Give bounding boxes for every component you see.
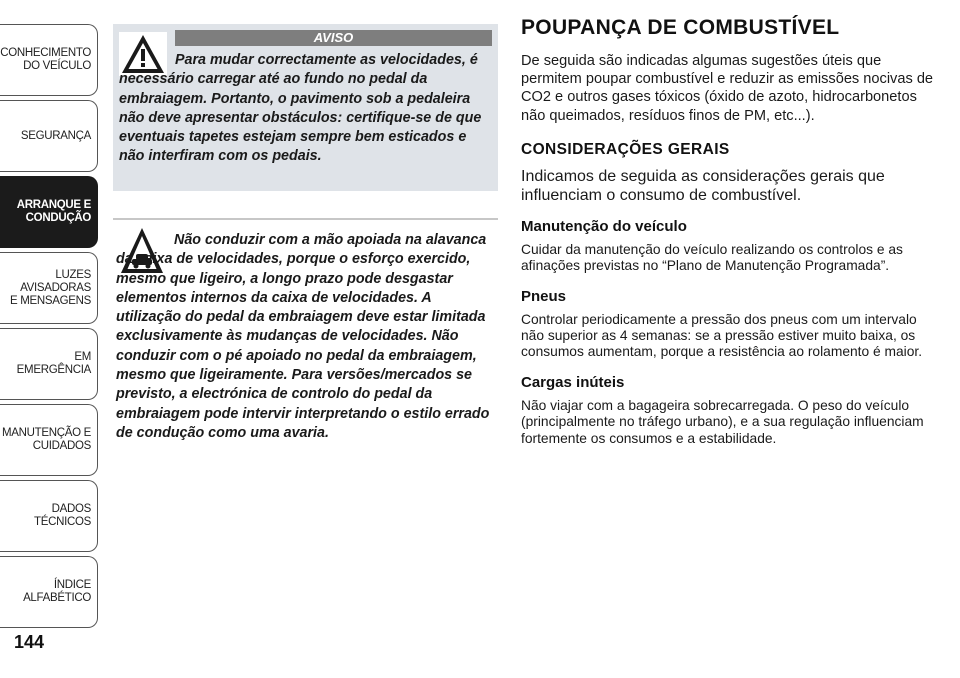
tab-indice-alfabetico[interactable] xyxy=(0,556,98,628)
page-number: 144 xyxy=(14,632,45,652)
subsection-text: Controlar periodicamente a pressão dos pneus com um intervalo não superior as 4 semanas: se a pressão estiver muito baixa, os consumos aumentam, porque a resistência ao rolamento é maior. xyxy=(521,311,923,360)
tab-label: DADOS TÉCNICOS xyxy=(33,503,91,528)
tab-label: LUZES AVISADORAS E MENSAGENS xyxy=(9,268,91,307)
tab-luzes-avisadoras[interactable] xyxy=(0,252,98,324)
caution-text xyxy=(116,231,500,443)
subsection-title: Pneus xyxy=(521,287,567,305)
article-intro: De seguida são indicadas algumas sugestões úteis que permitem poupar combustível e reduzir as emissões nocivas de CO2 e outros gases tóxicos (óxido de azoto, hidrocarbonetos não queimados, resíduos finos de PM, etc...). xyxy=(521,53,934,124)
tab-label: MANUTENÇÃO E CUIDADOS xyxy=(1,427,91,452)
section-title: CONSIDERAÇÕES GERAIS xyxy=(521,140,730,158)
warning-text-content: Para mudar correctamente as velocidades, é necessário carregar até ao fundo no pedal da embraiagem. Portanto, o pavimento sob a pedaleira não deve apresentar obstáculos: certifique-se de que eventuais tapetes estejam sempre bem esticados e não interfiram com os pedais. xyxy=(119,52,482,165)
tab-label: EM EMERGÊNCIA xyxy=(16,351,91,376)
tab-label: ARRANQUE E CONDUÇÃO xyxy=(16,199,91,224)
warning-heading: AVISO xyxy=(175,30,492,46)
tab-label: CONHECIMENTO DO VEÍCULO xyxy=(0,47,91,72)
tab-seguranca[interactable] xyxy=(0,100,98,172)
tab-label: ÍNDICE ALFABÉTICO xyxy=(23,579,91,604)
subsection-text: Cuidar da manutenção do veículo realizando os controlos e as afinações previstas no “Plano de Manutenção Programada”. xyxy=(521,241,903,274)
tab-em-emergencia[interactable] xyxy=(0,328,98,400)
subsection-title: Cargas inúteis xyxy=(521,373,625,391)
tab-arranque-e-conducao[interactable] xyxy=(0,176,98,248)
tab-manutencao-e-cuidados[interactable] xyxy=(0,404,98,476)
warning-box xyxy=(113,24,498,191)
tab-conhecimento-do-veiculo[interactable] xyxy=(0,24,98,96)
section-divider xyxy=(113,218,498,220)
article-title: POUPANÇA DE COMBUSTÍVEL xyxy=(521,16,840,39)
tab-dados-tecnicos[interactable] xyxy=(0,480,98,552)
subsection-title: Manutenção do veículo xyxy=(521,217,687,235)
caution-text-content: Não conduzir com a mão apoiada na alavanca da caixa de velocidades, porque o esforço exercido, mesmo que ligeiro, a longo prazo pode desgastar elementos internos da caixa de velocidades. A utilização do pedal da embraiagem deve estar limitada exclusivamente às mudanças de velocidades. Não conduzir com o pé apoiado no pedal da embraiagem, mesmo que ligeiramente. Para versões/mercados se previsto, a electrónica de controlo do pedal da embraiagem pode intervir interpretando o estilo errado de condução como uma avaria. xyxy=(116,232,490,441)
subsection-text: Não viajar com a bagageira sobrecarregada. O peso do veículo (principalmente no tráfego urbano), e a sua regulação influenciam fortemente os consumos e a estabilidade. xyxy=(521,397,924,446)
article-column xyxy=(521,16,941,447)
warning-text xyxy=(119,51,494,167)
tab-label: SEGURANÇA xyxy=(20,129,91,142)
section-text: Indicamos de seguida as considerações gerais que influenciam o consumo de combustível. xyxy=(521,167,885,204)
